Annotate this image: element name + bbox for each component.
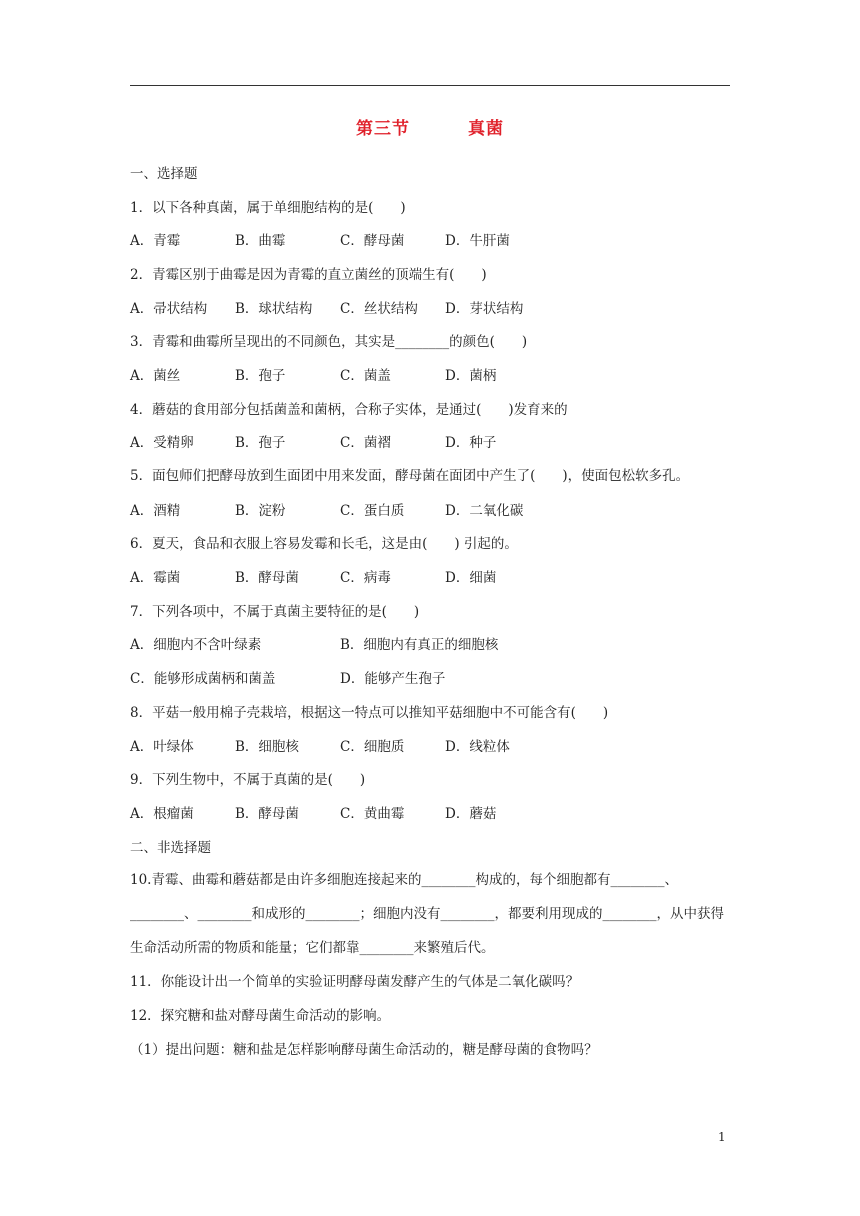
- option: C．酵母菌: [340, 233, 405, 250]
- option: B．细胞核: [235, 738, 299, 755]
- options-row: [130, 629, 730, 663]
- question-stem: 9．下列生物中，不属于真菌的是( ): [130, 772, 366, 789]
- option: A．叶绿体: [130, 738, 194, 755]
- question-stem: 4．蘑菇的食用部分包括菌盖和菌柄，合称子实体，是通过( )发育来的: [130, 401, 568, 418]
- option: B．孢子: [235, 435, 286, 452]
- question-11: 11．你能设计出一个简单的实验证明酵母菌发酵产生的气体是二氧化碳吗？: [130, 974, 580, 991]
- question-stem: 3．青霉和曲霉所呈现出的不同颜色，其实是________的颜色( ): [130, 334, 528, 351]
- section-heading-choice: 一、选择题: [130, 165, 198, 182]
- options-row: [130, 494, 730, 528]
- option: C．菌盖: [340, 367, 391, 384]
- question-stem: 6．夏天，食品和衣服上容易发霉和长毛，这是由( ) 引起的。: [130, 536, 518, 553]
- question-stem: 2．青霉区别于曲霉是因为青霉的直立菌丝的顶端生有( ): [130, 266, 487, 283]
- options-row: [130, 427, 730, 461]
- option: B．孢子: [235, 367, 286, 384]
- option: B．淀粉: [235, 502, 286, 519]
- option: B．曲霉: [235, 233, 286, 250]
- options-row: [130, 797, 730, 831]
- option: C．能够形成菌柄和菌盖: [130, 671, 276, 688]
- option: A．根瘤菌: [130, 805, 194, 822]
- option: D．二氧化碳: [445, 502, 524, 519]
- option: A．帚状结构: [130, 300, 208, 317]
- question-12-part-1: （1）提出问题：糖和盐是怎样影响酵母菌生命活动的，糖是酵母菌的食物吗？: [130, 1041, 598, 1058]
- option: D．种子: [445, 435, 497, 452]
- title-topic: 真菌: [468, 119, 504, 139]
- option: A．霉菌: [130, 570, 181, 587]
- question-stem: 5．面包师们把酵母放到生面团中用来发面，酵母菌在面团中产生了( )，使面包松软多孔。: [130, 468, 690, 485]
- title-section-number: 第三节: [356, 119, 410, 139]
- option: A．细胞内不含叶绿素: [130, 637, 262, 654]
- option: B．细胞内有真正的细胞核: [340, 637, 499, 654]
- question-stem: 1．以下各种真菌，属于单细胞结构的是( ): [130, 199, 406, 216]
- section-heading-nonchoice: 二、非选择题: [130, 839, 211, 856]
- option: C．细胞质: [340, 738, 405, 755]
- option: D．线粒体: [445, 738, 510, 755]
- option: B．酵母菌: [235, 805, 299, 822]
- page-title: [0, 114, 860, 139]
- option: C．黄曲霉: [340, 805, 405, 822]
- options-row: [130, 730, 730, 764]
- worksheet-body: [130, 157, 730, 1067]
- option: D．能够产生孢子: [340, 671, 446, 688]
- option: A．菌丝: [130, 367, 181, 384]
- option: C．丝状结构: [340, 300, 418, 317]
- option: C．菌褶: [340, 435, 391, 452]
- option: A．受精卵: [130, 435, 194, 452]
- option: C．病毒: [340, 570, 391, 587]
- option: C．蛋白质: [340, 502, 405, 519]
- question-12: 12．探究糖和盐对酵母菌生命活动的影响。: [130, 1008, 391, 1025]
- option: B．酵母菌: [235, 570, 299, 587]
- options-row: [130, 662, 730, 696]
- options-row: [130, 292, 730, 326]
- question-stem: 7．下列各项中，不属于真菌主要特征的是( ): [130, 603, 420, 620]
- option: D．蘑菇: [445, 805, 497, 822]
- options-row: [130, 359, 730, 393]
- question-10: 10.青霉、曲霉和蘑菇都是由许多细胞连接起来的________构成的，每个细胞都有________、________、________和成形的________；细胞内没有________，都要利用现成的________，从中获得生命活动所需的物质和能量；它们都靠________来繁殖后代。: [130, 872, 724, 956]
- option: D．芽状结构: [445, 300, 524, 317]
- header-rule: [130, 85, 730, 86]
- options-row: [130, 224, 730, 258]
- option: D．牛肝菌: [445, 233, 510, 250]
- page-number: 1: [718, 1130, 726, 1144]
- option: A．青霉: [130, 233, 181, 250]
- options-row: [130, 561, 730, 595]
- option: A．酒精: [130, 502, 181, 519]
- option: B．球状结构: [235, 300, 313, 317]
- option: D．细菌: [445, 570, 497, 587]
- question-stem: 8．平菇一般用棉子壳栽培，根据这一特点可以推知平菇细胞中不可能含有( ): [130, 704, 609, 721]
- option: D．菌柄: [445, 367, 497, 384]
